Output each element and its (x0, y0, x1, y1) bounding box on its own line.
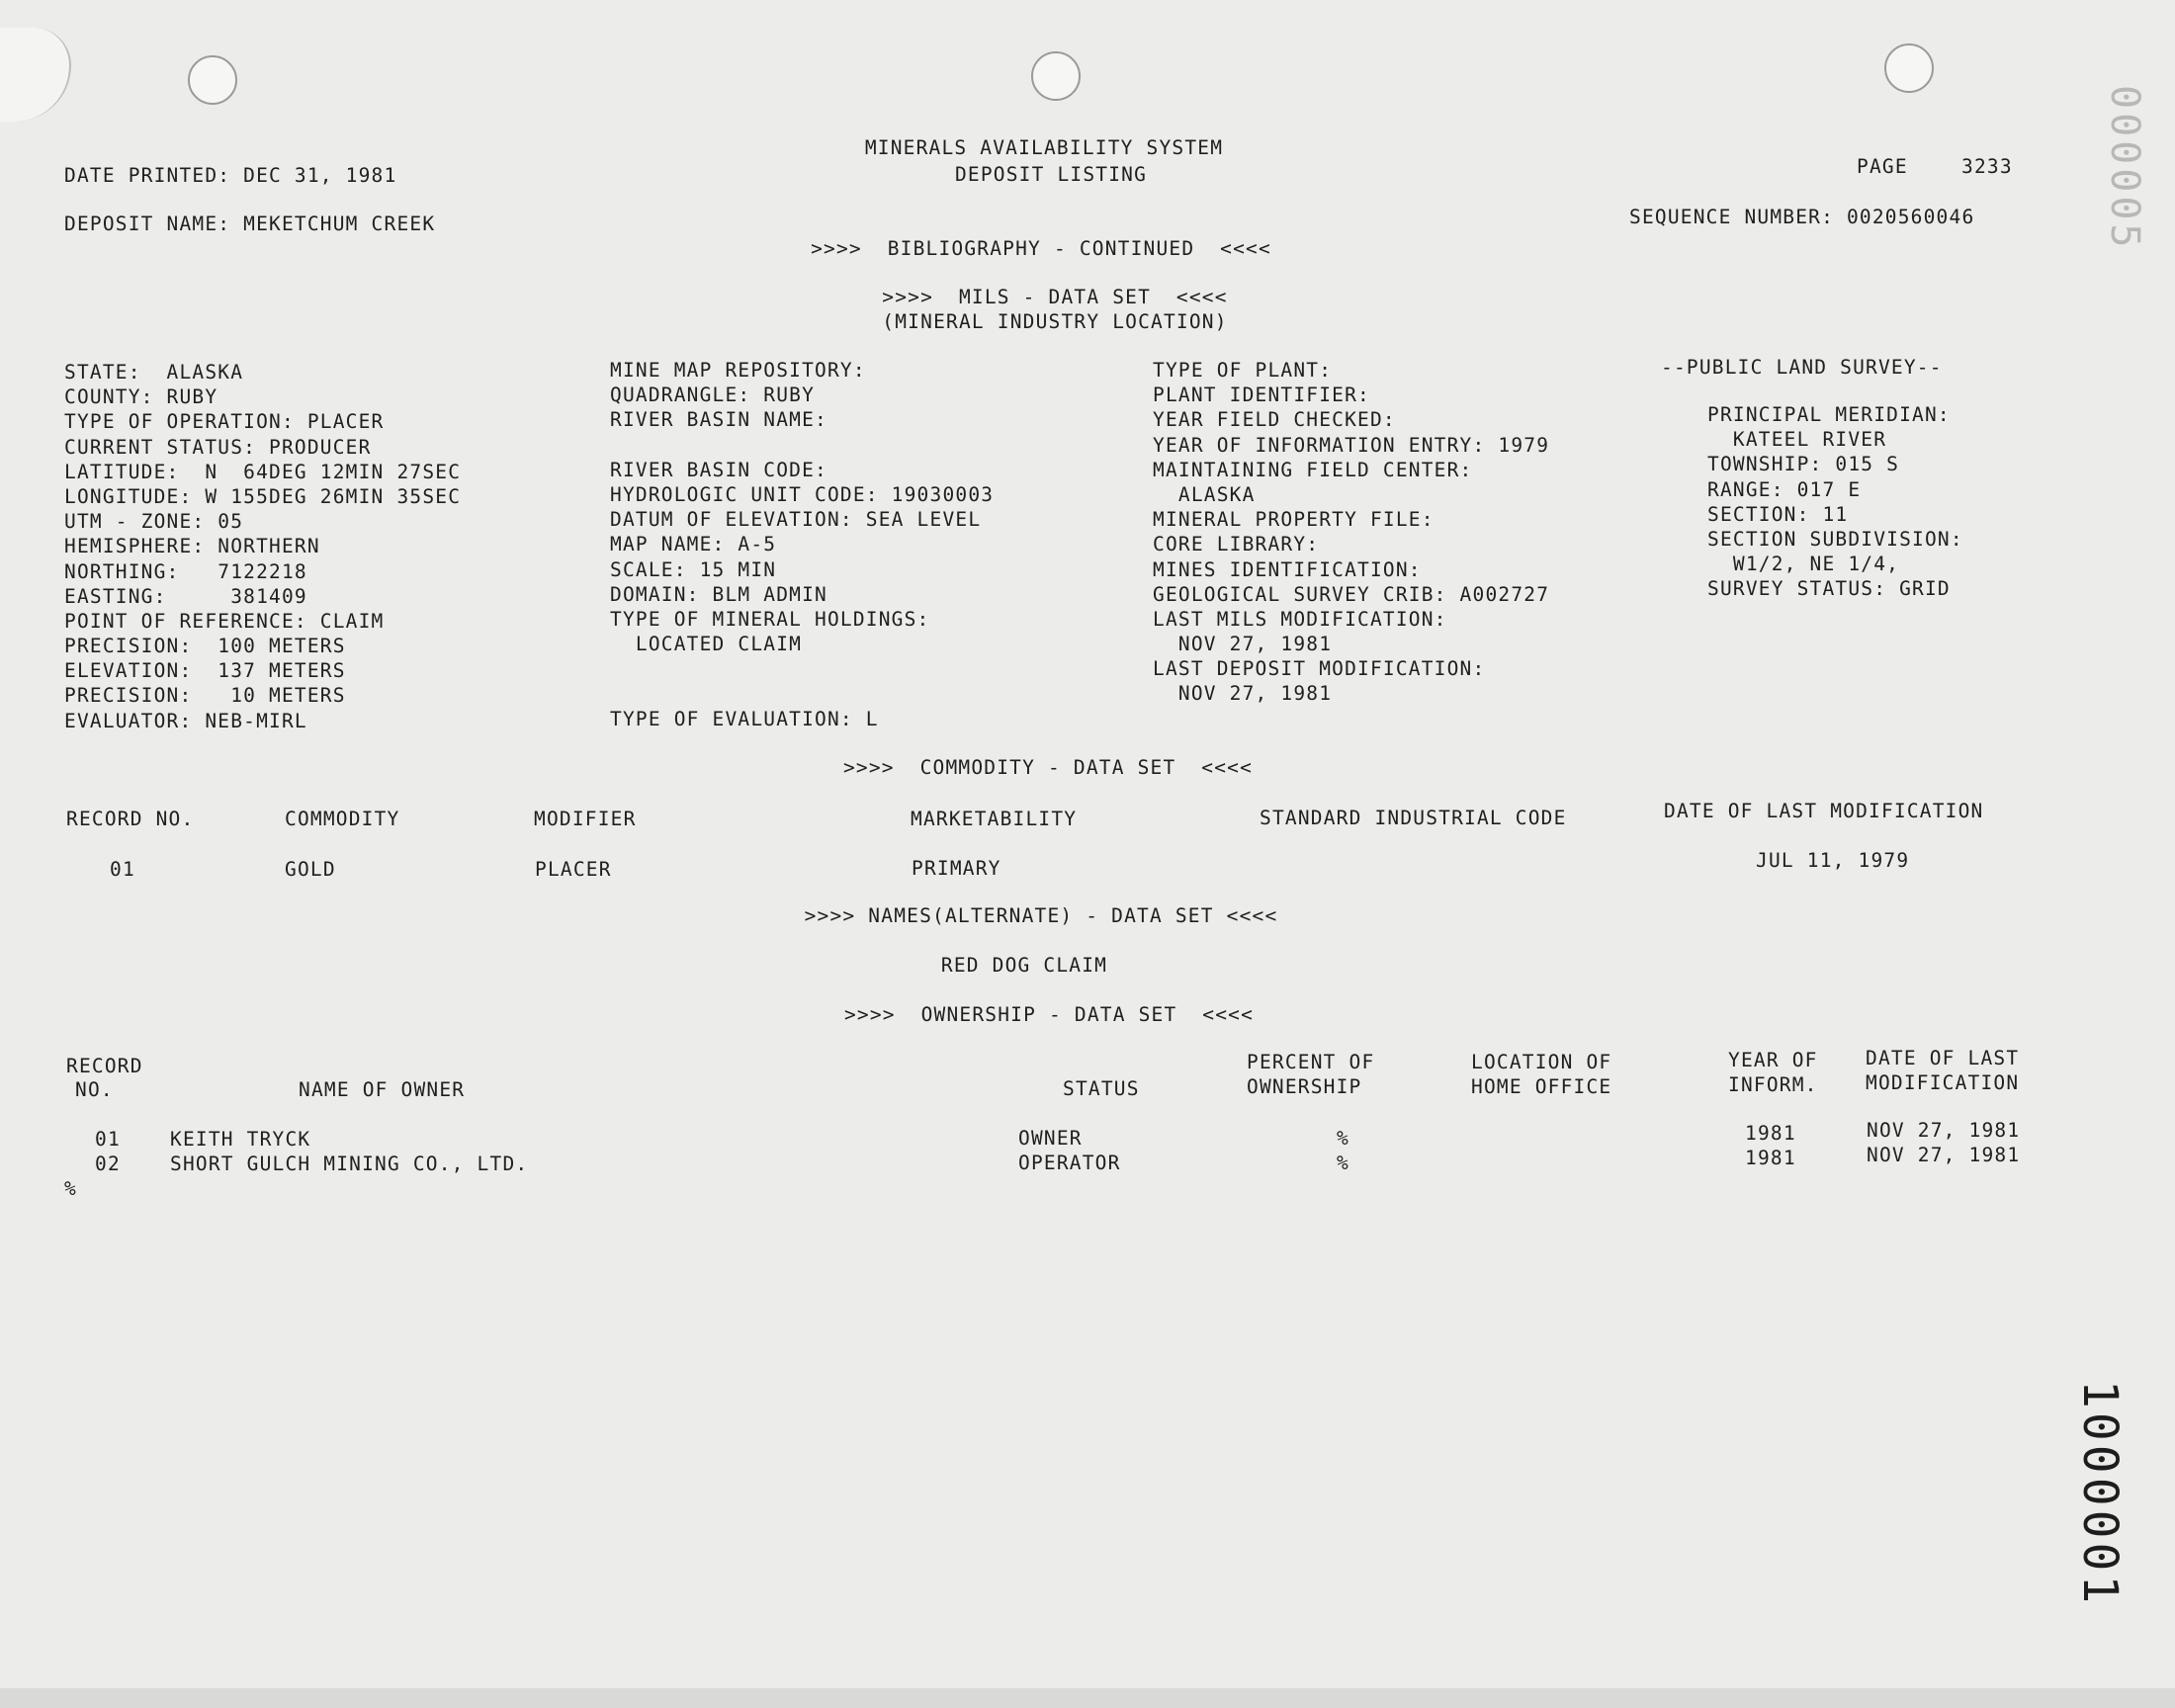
owner-year: 1981 (1745, 1147, 1796, 1169)
commodity-header-record: RECORD NO. (66, 808, 195, 830)
owner-year: 1981 (1745, 1122, 1796, 1145)
mils-field: MAINTAINING FIELD CENTER: (1153, 458, 1473, 481)
commodity-heading: >>>> COMMODITY - DATA SET <<<< (842, 756, 1254, 779)
mils-field: PRECISION: 10 METERS (64, 684, 346, 708)
mils-field: LOCATED CLAIM (610, 633, 803, 656)
commodity-name: GOLD (285, 858, 336, 881)
page-stamp: 1000001 (2072, 1380, 2128, 1608)
mils-field: STATE: ALASKA (64, 361, 244, 384)
mils-field: MAP NAME: A-5 (610, 533, 777, 556)
owner-percent: % (1337, 1152, 1349, 1174)
mils-field: SECTION SUBDIVISION: (1707, 527, 1963, 551)
names-heading: >>>> NAMES(ALTERNATE) - DATA SET <<<< (804, 904, 1278, 927)
mils-field: MINE MAP REPOSITORY: (610, 359, 866, 382)
commodity-header-modifier: MODIFIER (534, 808, 637, 830)
ownership-header-record: RECORD (66, 1055, 143, 1077)
commodity-header-marketability: MARKETABILITY (911, 808, 1078, 830)
mils-column-map (610, 358, 994, 731)
mils-heading: >>>> MILS - DATA SET <<<< (882, 286, 1228, 308)
mils-field: PRECISION: 100 METERS (64, 635, 346, 658)
mils-field: COUNTY: RUBY (64, 385, 218, 409)
ownership-header-date-2: MODIFICATION (1866, 1071, 2020, 1094)
bibliography-heading: >>>> BIBLIOGRAPHY - CONTINUED <<<< (811, 237, 1271, 260)
commodity-header-commodity: COMMODITY (285, 808, 400, 830)
mils-field: EVALUATOR: NEB-MIRL (64, 709, 307, 732)
ownership-header-date: DATE OF LAST (1866, 1047, 2020, 1069)
mils-field: POINT OF REFERENCE: CLAIM (64, 609, 385, 633)
ownership-header-location-2: HOME OFFICE (1471, 1075, 1612, 1098)
owner-record-no: 01 (95, 1128, 121, 1151)
mils-field: ALASKA (1153, 482, 1256, 506)
ownership-header-name: NAME OF OWNER (299, 1078, 466, 1101)
commodity-header-sic: STANDARD INDUSTRIAL CODE (1260, 807, 1567, 829)
date-printed: DATE PRINTED: DEC 31, 1981 (64, 164, 397, 187)
deposit-name: DEPOSIT NAME: MEKETCHUM CREEK (64, 213, 436, 235)
binder-hole (1884, 43, 1934, 93)
mils-field: PRINCIPAL MERIDIAN: (1707, 403, 1951, 426)
mils-field: RIVER BASIN CODE: (610, 458, 827, 481)
mils-field: TYPE OF PLANT: (1153, 359, 1333, 382)
commodity-marketability: PRIMARY (912, 857, 1001, 880)
mils-column-survey (1707, 402, 1963, 602)
owner-date: NOV 27, 1981 (1867, 1119, 2021, 1142)
mils-field: SECTION: 11 (1707, 502, 1849, 526)
owner-status: OWNER (1018, 1127, 1083, 1150)
owner-percent: % (1337, 1127, 1349, 1150)
mils-field: NOV 27, 1981 (1153, 682, 1333, 706)
mils-field: LONGITUDE: W 155DEG 26MIN 35SEC (64, 484, 462, 508)
mils-field: CURRENT STATUS: PRODUCER (64, 435, 372, 459)
mils-field: MINES IDENTIFICATION: (1153, 557, 1422, 581)
mils-field: DATUM OF ELEVATION: SEA LEVEL (610, 508, 982, 532)
owner-name: SHORT GULCH MINING CO., LTD. (170, 1153, 529, 1175)
binder-hole (1031, 51, 1081, 101)
mils-field (610, 681, 994, 706)
page-stamp-faint: 000005 (2102, 85, 2147, 252)
mils-field (610, 433, 994, 458)
mils-field: LATITUDE: N 64DEG 12MIN 27SEC (64, 460, 462, 483)
owner-status: OPERATOR (1018, 1152, 1121, 1174)
mils-field: HEMISPHERE: NORTHERN (64, 535, 320, 558)
mils-field: CORE LIBRARY: (1153, 533, 1320, 556)
commodity-header-date: DATE OF LAST MODIFICATION (1664, 800, 1984, 822)
mils-field: RIVER BASIN NAME: (610, 408, 827, 432)
mils-field: DOMAIN: BLM ADMIN (610, 582, 827, 606)
mils-field: UTM - ZONE: 05 (64, 510, 244, 534)
ownership-header-year-2: INFORM. (1728, 1073, 1818, 1096)
alternate-name: RED DOG CLAIM (940, 954, 1108, 977)
ownership-header-location: LOCATION OF (1471, 1051, 1612, 1073)
ownership-header-status: STATUS (1063, 1077, 1140, 1100)
commodity-record-no: 01 (110, 858, 135, 881)
owner-date: NOV 27, 1981 (1867, 1144, 2021, 1166)
mils-field: LAST MILS MODIFICATION: (1153, 607, 1447, 631)
mils-field: RANGE: 017 E (1707, 477, 1862, 501)
mils-field: YEAR OF INFORMATION ENTRY: 1979 (1153, 433, 1550, 457)
ownership-header-percent-2: OWNERSHIP (1247, 1075, 1362, 1098)
mils-column-location (64, 360, 461, 733)
mils-field: HYDROLOGIC UNIT CODE: 19030003 (610, 482, 995, 506)
sequence-number: SEQUENCE NUMBER: 0020560046 (1629, 206, 1975, 228)
public-land-survey-heading: --PUBLIC LAND SURVEY-- (1661, 356, 1943, 379)
mils-field: PLANT IDENTIFIER: (1153, 384, 1370, 407)
ownership-header-no: NO. (75, 1078, 114, 1101)
ownership-header-year: YEAR OF (1728, 1049, 1818, 1071)
mils-field: YEAR FIELD CHECKED: (1153, 408, 1396, 432)
mils-field: KATEEL RIVER (1707, 428, 1887, 452)
mils-column-plant (1153, 358, 1549, 707)
mils-field: LAST DEPOSIT MODIFICATION: (1153, 657, 1486, 681)
mils-field: TYPE OF OPERATION: PLACER (64, 410, 385, 434)
mils-field: GEOLOGICAL SURVEY CRIB: A002727 (1153, 582, 1550, 606)
mils-field: TYPE OF MINERAL HOLDINGS: (610, 607, 930, 631)
mils-field (610, 656, 994, 681)
mils-field: NORTHING: 7122218 (64, 559, 307, 583)
ownership-heading: >>>> OWNERSHIP - DATA SET <<<< (843, 1003, 1255, 1026)
ownership-header-percent: PERCENT OF (1247, 1051, 1375, 1073)
mils-field: SCALE: 15 MIN (610, 557, 777, 581)
mils-field: TYPE OF EVALUATION: L (610, 707, 879, 730)
mils-field: NOV 27, 1981 (1153, 633, 1333, 656)
system-title: MINERALS AVAILABILITY SYSTEM (864, 136, 1224, 159)
mils-field: TOWNSHIP: 015 S (1707, 453, 1900, 476)
mils-field: W1/2, NE 1/4, (1707, 553, 1900, 576)
commodity-date: JUL 11, 1979 (1756, 849, 1910, 872)
mils-field: QUADRANGLE: RUBY (610, 384, 816, 407)
end-of-record-marker: % (64, 1177, 77, 1200)
owner-record-no: 02 (95, 1153, 121, 1175)
page-label: PAGE (1857, 155, 1908, 178)
mils-field: ELEVATION: 137 METERS (64, 659, 346, 683)
mils-field: MINERAL PROPERTY FILE: (1153, 508, 1435, 532)
mils-field: EASTING: 381409 (64, 584, 307, 608)
page-number: 3233 (1961, 155, 2013, 178)
mils-field: SURVEY STATUS: GRID (1707, 577, 1951, 601)
torn-corner (0, 28, 71, 122)
mils-subheading: (MINERAL INDUSTRY LOCATION) (882, 310, 1228, 333)
binder-hole (188, 55, 237, 105)
owner-name: KEITH TRYCK (170, 1128, 311, 1151)
commodity-modifier: PLACER (535, 858, 612, 881)
report-title: DEPOSIT LISTING (954, 163, 1148, 186)
